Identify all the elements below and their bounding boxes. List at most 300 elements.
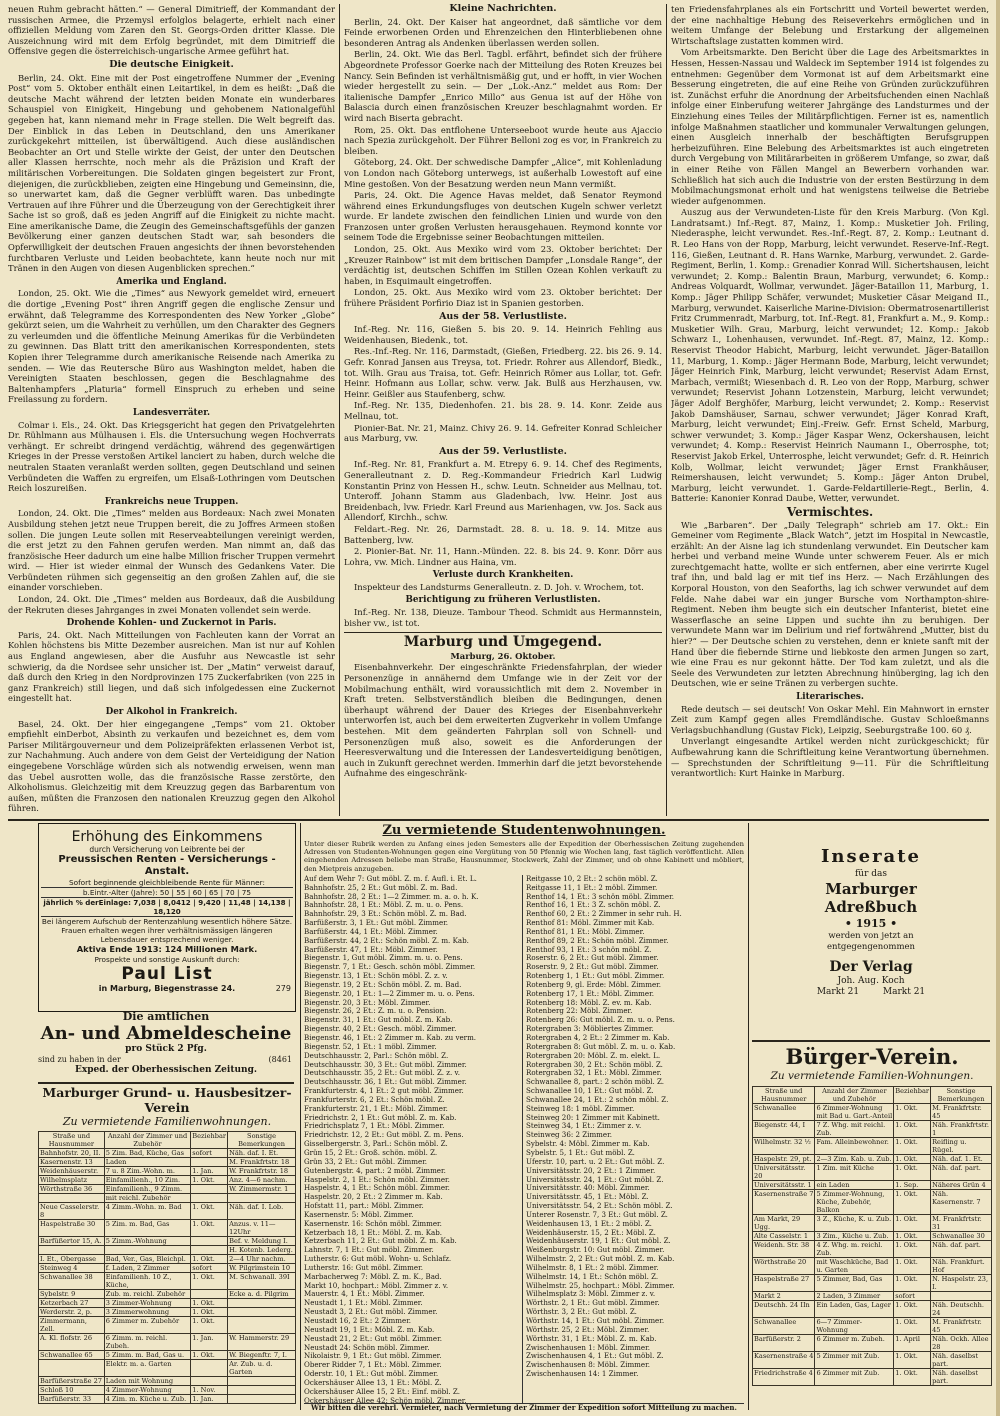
studenten-list-left <box>304 875 523 1403</box>
list-item: Reitgasse 10, 2 Et.: 2 schön möbl. Z. <box>526 874 658 883</box>
ad-line: Prospekte und sonstige Auskunft durch: <box>94 955 240 964</box>
list-item: Haspelstr. 20, 2 Et.: 2 Zimmer m. Kab. <box>304 1193 443 1202</box>
article-paragraph: Paris, 24. Okt. Die Agence Havas meldet, daß Senator Reymond während eines Erkundungsfluges von deutschen Kugeln schwer verletzt wurde. Er landete zwischen den feindlichen Linien und wurde von den Franzosen unter großen Verlusten herausgehauen. Reymond konnte vor seinem Tode die Ergebnisse seiner Beobachtungen mitteilen. <box>344 190 662 243</box>
list-item: Weidenhäuserstr. 19, 1 Et.: Gut möbl. Z. <box>526 1237 671 1246</box>
list-item: Rotenberg 26: Gut möbl. Z. m. u. o. Pens. <box>526 1016 675 1025</box>
table-cell: 6 Zimmer m. Zubeh. <box>815 1335 894 1352</box>
table-cell: Näh. daselbst part. <box>931 1352 992 1369</box>
verein-subtitle: Zu vermietende Familienwohnungen. <box>62 1115 272 1128</box>
table-cell <box>191 1158 228 1167</box>
column-3 <box>671 4 989 816</box>
table-row <box>753 1275 992 1292</box>
table-cell <box>228 1317 296 1334</box>
table-row <box>39 1264 296 1273</box>
table-cell: 3 Z., Küche, K. u. Zub. <box>815 1215 894 1232</box>
list-item: Grün 33, 2 Et.: Gut möbl. Zimmer. <box>304 1157 428 1166</box>
table-cell: 6—7 Zimmer-Wohnung <box>815 1318 894 1335</box>
list-item: Deutschhausstr. 35, 2 Et.: Gut möbl. Z. z. v. <box>304 1069 460 1078</box>
article-paragraph: Göteborg, 24. Okt. Der schwedische Dampfer „Alice“, mit Kohlenladung von London nach Göteborg unterwegs, ist außerhalb Lowestoft auf eine Mine gestoßen. Von der Besatzung werden neun Mann vermißt. <box>344 157 662 189</box>
table-cell: Schwanallee <box>753 1318 815 1335</box>
list-item: Nikolaistr. 9, 1 Et.: Gut möbl. Zimmer. <box>304 1352 442 1361</box>
studenten-footer: Wir bitten die verehrl. Vermieter, nach Vermietung der Zimmer der Expedition sofort Mitteilung zu machen. <box>304 1403 744 1413</box>
list-item: Biegenstr. 1, Gut möbl. Zimm. m. u. o. Pens. <box>304 954 463 963</box>
table-cell: 4 Zim. m. Küche u. Zub. <box>104 1395 191 1404</box>
list-item: Frankfurterstr. 6, 2 Et.: Schön möbl. Z. <box>304 1095 445 1104</box>
list-item: Friedrichstr. 2, 1 Et.: Gut möbl. Z. m. Kab. <box>304 1113 457 1122</box>
table-cell <box>191 1237 228 1246</box>
table-row <box>39 1203 296 1220</box>
table-cell: 5 Zim. Bad, Küche, Gas <box>104 1149 191 1158</box>
list-item: Unterer Rosenstr. 7, 3 Et.: Gut möbl. Z. <box>526 1210 668 1219</box>
list-item: Biegenstr. 20, 3 Et.: Möbl. Zimmer. <box>304 998 431 1007</box>
list-item: Rotenberg 17, 1 Et.: Möbl. Zimmer. <box>526 989 654 998</box>
article-paragraph: Rede deutsch — sei deutsch! Von Oskar Mehl. Ein Mahnwort in ernster Zeit zum Kampf gegen alles Fremdländische. Gustav Schloeßmanns Verlagsbuchhandlung (Gustav Fick), Leipzig, Seeburgstraße 100. 60 ₰. <box>671 703 989 735</box>
table-cell: 4 Zimmer-Wohnung <box>104 1386 191 1395</box>
ad-line: Exped. der Oberhessischen Zeitung. <box>75 1065 257 1075</box>
table-cell: W. Biegenftr. 7, I. <box>228 1351 296 1360</box>
table-cell: 6 Zimm. m. reichl. Zubeh. <box>104 1334 191 1351</box>
table-row <box>753 1155 992 1164</box>
list-item: Schwanallee 24, 1 Et.: 2 schön möbl. Z. <box>526 1095 669 1104</box>
list-item: Sybelstr. 5, 1 Et.: Gut möbl. Z. <box>526 1148 635 1157</box>
table-cell: Anz. 4—6 nachm. <box>228 1176 296 1185</box>
column-divider <box>300 823 301 1410</box>
table-cell: 1. Okt. <box>191 1273 228 1290</box>
list-item: Rotenberg 9, gl. Erde: Möbl. Zimmer. <box>526 980 662 989</box>
table-cell: M. Frankfrtstr. 45 <box>931 1318 992 1335</box>
table-row <box>753 1121 992 1138</box>
list-item: Wörthstr. 31, 1 Et.: Möbl. Z. m. Kab. <box>526 1334 657 1343</box>
list-item: Renthof 16, 1 Et.: 3 Z. schön möbl. Z. <box>526 901 661 910</box>
table-cell: Näh. daselbst part. <box>931 1369 992 1386</box>
list-item: Lahnstr. 7, 1 Et.: Gut möbl. Zimmer. <box>304 1246 434 1255</box>
table-cell: Schwanallee <box>753 1104 815 1121</box>
table-cell: I. Et., Obergasse <box>39 1255 105 1264</box>
col-header: Straße und Hausnummer <box>753 1087 815 1104</box>
table-cell: 3 Zim., Küche u. Zub. <box>815 1232 894 1241</box>
casualty-entry: Res.-Inf.-Reg. Nr. 116, Darmstadt, (Gießen, Friedberg. 22. bis 26. 9. 14. Gefr. Konrad Jansen aus Treysa, tot. Friedr. Rohrer aus Allendorf, Biedk., tot. Wilh. Grau aus Traisa, tot. Gefr. Heinrich Römer aus Lollar, tot. Gefr. Heinr. Hofmann aus Lollar, schw. verw. Jak. Bulß aus Herzhausen, vw. Heinr. Geißler aus Staufenberg, schw. <box>344 346 662 399</box>
dateline: Marburg, 26. Oktober. <box>450 650 556 661</box>
list-item: Zwischenhausen 4, 1 Et.: Gut möbl. Z. <box>526 1352 664 1361</box>
table-cell: Barfüßerstraße 27 <box>39 1377 105 1386</box>
table-cell: H. Kotenb. Lederg. <box>228 1246 296 1255</box>
ad-line: jährlich % derEinlage: 7,038 | 8,0412 | 9,420 | 11,48 | 14,138 | 18,120 <box>41 898 293 917</box>
table-cell: 1. Okt. <box>191 1351 228 1360</box>
col-header: Beziehbar <box>191 1132 228 1149</box>
list-item: Ketzerbach 11, 2 Et.: Gut möbl. Z. m. Kab. <box>304 1237 457 1246</box>
list-item: Haspelstr. 2, 1 Et.: Schön möbl. Zimmer. <box>304 1175 450 1184</box>
table-cell <box>104 1246 191 1255</box>
article-paragraph: London, 24. Okt. Die „Times“ melden aus Bordeaux, daß die Ausbildung der Rekruten dieses Jahrganges in zwei Monaten vollendet sein werde. <box>8 594 335 615</box>
table-cell: 1. Okt. <box>894 1190 931 1215</box>
list-item: Deutschhausstr. 2, Parl.: Schön möbl. Z. <box>304 1051 449 1060</box>
list-item: Biegenstr. 26, 2 Et.: Z. m. u. o. Pension. <box>304 1007 447 1016</box>
table-cell: sofort <box>894 1292 931 1301</box>
column-2 <box>344 4 662 816</box>
buerger-subtitle: Zu vermietende Familien-Wohnungen. <box>770 1070 974 1082</box>
table-cell: Barfüßerstr. 33 <box>39 1395 105 1404</box>
table-cell: Ein Laden, Gas, Lager <box>815 1301 894 1318</box>
table-cell: Schwanallee 65 <box>39 1351 105 1360</box>
verein-table <box>38 1131 296 1404</box>
list-item: Uferstr. 10, part. u. 2 Et.: Gut möbl. Z. <box>526 1157 665 1166</box>
table-row <box>39 1273 296 1290</box>
table-row <box>39 1377 296 1386</box>
casualty-entry: Inf.-Reg. Nr. 138, Dieuze. Tambour Theod. Schmidt aus Hermannstein, bisher vw., ist tot. <box>344 607 662 628</box>
list-item: Neustadt 16, 2 Et.: 2 Zimmer. <box>304 1317 412 1325</box>
table-cell: Steinweg 4 <box>39 1264 105 1273</box>
table-cell: 1. Okt. <box>894 1318 931 1335</box>
table-cell: 1. Okt. <box>894 1241 931 1258</box>
list-item: Wörthstr. 25, 2 Et.: Möbl. Zimmer. <box>526 1325 650 1334</box>
horizontal-divider <box>8 819 989 821</box>
list-item: Neustadt 24: Schön möbl. Zimmer. <box>304 1343 430 1352</box>
list-item: Deutschhausstr. 30, 3 Et.: Gut möbl. Zimmer. <box>304 1060 467 1069</box>
headline-kleine: Kleine Nachrichten. <box>449 4 557 14</box>
table-row <box>39 1246 296 1255</box>
list-item: Rotenberg 18: Möbl. Z. ev. m. Kab. <box>526 998 652 1007</box>
table-cell: Näh. Kasernenstr. 7 <box>931 1190 992 1215</box>
table-cell: Wörthstraße 20 <box>753 1258 815 1275</box>
studenten-list-right <box>526 875 742 1403</box>
table-cell: 1. Okt. <box>191 1255 228 1264</box>
studenten-section <box>304 823 744 1413</box>
table-row <box>753 1258 992 1275</box>
list-item: Renthof 81: Möbl. Zimmer mit Kab. <box>526 919 655 928</box>
col-header: Anzahl der Zimmer und Zubehör <box>104 1132 191 1149</box>
table-cell: N. Haspelstr. 23, I. <box>931 1275 992 1292</box>
article-paragraph: ten Friedensfahrplanes als ein Fortschritt und Vorteil bewertet werden, der eine nachhaltige Hebung des Reiseverkehrs ermöglichen und in weitem Umfange der Belebung und Erstarkung der allgemeinen Wirtschaftslage zustatten kommen wird. <box>671 4 989 46</box>
ad-line: Marburger <box>825 880 917 898</box>
verein-title: Marburger Grund- u. Hausbesitzer-Verein <box>42 1085 292 1115</box>
table-row <box>753 1190 992 1215</box>
list-item: Kasernenstr. 16: Schön möbl. Zimmer. <box>304 1219 442 1228</box>
article-paragraph: Auszug aus der Verwundeten-Liste für den Kreis Marburg. (Von Kgl. Landratsamt.) Inf.-Regt. 87, Mainz, 1. Komp.: Musketier Joh. Friling, Niederasphe, leicht verwundet. Res.-Inf.-Regt. 87, 2. Komp.: Leutnant d. R. Leo Hans von der Ropp, Marburg, leicht verwundet. Reserve-Inf.-Regt. 116, Gießen, Leutnant d. R. Hans Warnke, Marburg, verwundet. 2. Garde-Regiment, Berlin, 1. Komp.: Grenadier Konrad Will. Sichertshausen, leicht verwundet; 2. Komp.: Balentin Braun, Marburg, verwundet; 6. Komp.: Andreas Volquardt, Wollmar, verwundet. Jäger-Bataillon 11, Marburg, 1. Komp.: Jäger Philipp Schäfer, verwundet; Musketier Cäsar Meigand II., Marburg, verwundet. Kaiserliche Marine-Division: Obermatrosenartillerist Fritz Crummenradt, Marburg, tot. Inf.-Regt. 81, Frankfurt a. M., 9. Komp.: Musketier Wilh. Grau, Marburg, leicht verwundet; 12. Komp.: Jakob Schwarz I., Lohenhausen, verwundet. Inf.-Regt. 87, Mainz, 12. Komp.: Reservist Theodor Habicht, Marburg, leicht verwundet. Jäger-Bataillon 11, Marburg, 1. Komp.: Jäger Hermann Bode, Marburg, leicht verwundet; Jäger Heinrich Fink, Marburg, leicht verwundet; Reservist Adam Ernst, Marbach, vermißt; Wiesenbach d. R. Leo von der Ropp, Marburg, schwer verwundet; Reservist Johann Lotzenstein, Marburg, leicht verwundet; Jäger Adolf Berghöfer, Marburg, leicht verwundet; 2. Komp.: Reservist Jakob Damshäuser, Sarnau, schwer verwundet; Jäger Konrad Kraft, Marburg, leicht verwundet; Einj.-Freiw. Gefr. Ernst Scheld, Marburg, schwer verwundet; 3. Komp.: Jäger Kaspar Wenz, Ockershausen, leicht verwundet; 4. Komp.: Reservist Heinrich Naumann I., Oberrosphe, tot; Reservist Jakob Erkel, Unterrosphe, leicht verwundet; Gefr. d. R. Heinrich Kolb, Wollmar, leicht verwundet; Jäger Ernst Frankhäuser, Reimershausen, leicht verwundet; 5. Komp.: Jäger Anton Drubel, Marburg, leicht verwundet. 1. Garde-Feldartillerie-Regt., Berlin, 4. Batterie: Kanonier Konrad Daube, Wetter, verwundet. <box>671 207 989 504</box>
table-cell: 2—3 Zim. Kab. u. Zub. <box>815 1155 894 1164</box>
table-cell: 5 Zimm.-Wohnung <box>104 1237 191 1246</box>
table-row <box>39 1185 296 1194</box>
list-item: Ockershäuser Allee 15, 2 Et.: Einf. möbl. Z. <box>304 1387 460 1396</box>
ad-line: • 1915 • <box>844 917 898 930</box>
article-paragraph: Rom, 25. Okt. Das entflohene Unterseeboot wurde heute aus Ajaccio nach Spezia zurückgeholt. Der Führer Belloni zog es vor, in Frankreich zu bleiben. <box>344 124 662 156</box>
table-row <box>39 1194 296 1203</box>
ad-line: Markt 21 <box>816 987 860 997</box>
list-item: Schwanallee 8, part.: 2 schön möbl. Z. <box>526 1078 665 1087</box>
ad-line: b.Eintr.-Alter (Jahre): 50 | 55 | 60 | 65 | 70 | 75 <box>41 887 293 898</box>
table-cell: Bef. v. Meldung I. <box>228 1237 296 1246</box>
list-item: Wörthstr. 2, 1 Et.: Gut möbl. Zimmer. <box>526 1299 660 1308</box>
headline-krankheiten: Verluste durch Krankheiten. <box>432 570 574 581</box>
article-paragraph: Vom Arbeitsmarkte. Den Bericht über die Lage des Arbeitsmarktes in Hessen, Hessen-Nassau und Waldeck im September 1914 ist folgendes zu entnehmen: Gegenüber dem Vormonat ist auf dem Arbeitsmarkt eine Besserung eingetreten, die auf eine Reihe von Gründen zurückzuführen ist. Zunächst erfuhr die Anordnung der Arbeitsfuchenden einen Nachlaß infolge einer Einberufung weiterer Jahrgänge des Landsturmes und der Einziehung eines Teiles der Militärpflichtigen. Ferner ist es, namentlich infolge Maßnahmen staatlicher und kommunaler Verwaltungen gelungen, einen Ausgleich innerhalb der beschäftigten Berufsgruppen herbeizuführen. Eine Belebung des Arbeitsmarktes ist auch eingetreten durch Vergebung von Militärarbeiten in größerem Umfange, so zwar, daß in einer Reihe von Fällen Mangel an Bewerbern vorhanden war. Schließlich hat sich auch die Industrie von der ersten Bestürzung in dem Mobilmachungsmonat erholt und hat wenigstens teilweise die Betriebe wieder aufgenommen. <box>671 47 989 206</box>
buerger-table <box>752 1086 992 1386</box>
list-item: Auf dem Wehr 7: Gut möbl. Z. m. f. Aufl. i. Et. L. <box>304 874 477 883</box>
article-paragraph: Berlin, 24. Okt. Der Kaiser hat angeordnet, daß sämtliche vor dem Feinde erworbenen Orden und Ehrenzeichen den Hinterbliebenen ohne besonderen Antrag als Andenken überlassen werden sollen. <box>344 16 662 48</box>
table-row <box>39 1299 296 1308</box>
list-item: Haspelstr. 4, 1 Et.: Schön möbl. Zimmer. <box>304 1184 450 1193</box>
ad-line: Preussischen Renten - Versicherungs - Anstalt. <box>58 854 276 877</box>
table-cell: Friedrichstraße 4 <box>753 1369 815 1386</box>
list-item: Gutenbergstr. 4, part.: 2 möbl. Zimmer. <box>304 1166 446 1175</box>
table-row <box>753 1215 992 1232</box>
headline-truppen: Frankreichs neue Truppen. <box>104 496 239 507</box>
table-cell <box>191 1185 228 1194</box>
table-cell: Näh. daf. 1. Et. <box>931 1155 992 1164</box>
table-cell: Schloß 10 <box>39 1386 105 1395</box>
article-paragraph: Berlin, 24. Okt. Eine mit der Post eingetroffene Nummer der „Evening Post“ vom 5. Oktober enthält einen Leitartikel, in dem es heißt: „Daß die deutsche Macht während der letzten beiden Monate ein wunderbares Schauspiel von Einigkeit, Hingebung und gehobenem Nationalgefühl gegeben hat, kann niemand mehr in Frage stellen. Die Welt begreift das. Der Einblick in das Leben in Deutschland, den uns Amerikaner zurückgekehrt mitteilen, ist überwältigend. Auch diese ausländischen Beobachter an Ort und Stelle wirkte der Geist, der unter den Deutschen aller Klassen herrschte, noch mehr als die Präzision und Kraft der militärischen Vorbereitungen. Die Soldaten gingen begeistert zur Front, diejenigen, die zurückblieben, zeigten eine Hingebung und Gemeinsinn, die, so unerwartet kam, daß die Gegner verblüfft waren. Das unbedingte Vertrauen auf ihre Führer und die Überzeugung von der Gerechtigkeit ihrer Sache ist so groß, daß es jeden Angriff auf die Einigkeit zu nichte macht. Eine amerikanische Dame, die Zeugin des Gemeinschaftsgefühls der ganzen Bevölkerung einer ganzen deutschen Stadt war, sah besonders die Opferwilligkeit der deutschen Frauen angesichts der ihnen bevorstehenden furchtbaren Verluste und Leiden beobachtete, kann heute noch nur mit Tränen in den Augen von diesen Augenblicken sprechen.“ <box>8 72 335 274</box>
list-item: Mauerstr. 4, 1 Et.: Möbl. Zimmer. <box>304 1290 425 1299</box>
table-row <box>753 1232 992 1241</box>
list-item: Wilhelmstr. 25, hochpart.: Möbl. Zimmer. <box>526 1281 675 1290</box>
ad-einkommen <box>38 823 296 1012</box>
table-row <box>753 1369 992 1386</box>
table-cell: Einfamilienh., 9 Zimm. <box>104 1185 191 1194</box>
table-cell: 1. Sep. <box>894 1181 931 1190</box>
table-cell: Neue Casselerstr. 8 <box>39 1203 105 1220</box>
casualty-entry: Feldart.-Reg. Nr. 26, Darmstadt. 28. 8. u. 18. 9. 14. Mitze aus Battenberg, lvw. <box>344 523 662 545</box>
table-row <box>753 1104 992 1121</box>
table-cell <box>191 1194 228 1203</box>
table-row <box>753 1301 992 1318</box>
table-cell: Näh. daf. I. Et. <box>228 1149 296 1158</box>
article-paragraph: Paris, 24. Okt. Nach Mitteilungen von Fachleuten kann der Vorrat an Kohlen höchstens bis Mitte Dezember ausreichen. Man ist nur auf Kohlen aus England angewiesen, aber die Ausfuhr aus Newcastle ist sehr schwierig, da die Nordsee sehr unsicher ist. Der „Matin“ verweist darauf, daß durch den Krieg in den Nordprovinzen 175 Zuckerfabriken (von 225 in ganz Frankreich) still liegen, und daß sich infolgedessen eine Zuckernot eingestellt hat. <box>8 629 335 704</box>
table-cell: Wilhelmstr. 32 ½ <box>753 1138 815 1155</box>
table-row <box>39 1176 296 1185</box>
list-item: Marbacherweg 7: Möbl. Z. m. K., Bad. <box>304 1272 442 1281</box>
table-cell: W. Zimmermstr. 1 <box>228 1185 296 1194</box>
ad-address: in Marburg, Biegenstrasse 24. <box>98 984 236 993</box>
list-item: Frankfurterstr. 4, 1 Et.: 2 gut möbl. Zimmer. <box>304 1087 464 1096</box>
list-item: Rotergraben 4, 2 Et.: 2 Zimmer m. Kab. <box>526 1034 670 1042</box>
table-cell <box>39 1194 105 1203</box>
table-cell: 5 Zimm. m. Bad, Gas u. <box>104 1351 191 1360</box>
list-item: Steinweg 34, 1 Et.: Zimmer z. v. <box>526 1122 642 1131</box>
table-cell <box>228 1377 296 1386</box>
table-cell: Zub. m. reichl. Zubehör <box>104 1290 191 1299</box>
table-cell <box>191 1290 228 1299</box>
ad-line: sind zu haben in der <box>38 1055 121 1064</box>
list-item: Zwischenhausen 1: Möbl. Zimmer. <box>526 1343 650 1352</box>
table-cell: Deutschh. 24 IIn <box>753 1301 815 1318</box>
table-cell: 1. Okt. <box>894 1301 931 1318</box>
table-row <box>39 1334 296 1351</box>
ad-line: Aktiva Ende 1913: 124 Millionen Mark. <box>76 944 258 954</box>
studenten-intro: Unter dieser Rubrik werden zu Anfang eines jeden Semesters alle der Expedition der Oberhessischen Zeitung zugehenden Adressen von Studenten-Wohnungen gegen eine Vergütung von 50 Pfennig wie Wochen lang, fast täglich veröffentlicht. Allen eingehenden Adressen beliebe man Straße, Hausnummer, Stockwerk, Zahl der Zimmer, und ob ohne Kabinett und möbliert, den Mietpreis anzugeben. <box>304 840 744 873</box>
ad-line: Frauen erhalten wegen ihrer verhältnismässigen längeren Lebensdauer entsprechend weniger. <box>61 926 273 944</box>
table-cell: Weidenh. Str. 38 <box>753 1241 815 1258</box>
table-row <box>39 1255 296 1264</box>
list-item: Steinweg 20: 1 Zimmer mit Kabinett. <box>526 1113 660 1122</box>
table-cell: 1. Okt. <box>191 1176 228 1185</box>
headline-einigkeit: Die deutsche Einigkeit. <box>109 58 234 70</box>
table-row <box>753 1241 992 1258</box>
table-cell: Näh. Frankfurt. Hof <box>931 1258 992 1275</box>
list-item: Weidenhäuserstr. 15, 2 Et.: Möbl. Z. <box>526 1228 656 1237</box>
table-cell: Zimmermann, Zell. <box>39 1317 105 1334</box>
table-cell <box>228 1308 296 1317</box>
table-cell: Werderstr. 2, p. <box>39 1308 105 1317</box>
article-paragraph: London, 25. Okt. Aus Mexiko wird vom 23. Oktober berichtet: Der frühere Präsident Porfirio Diaz ist in Spanien gestorben. <box>344 287 662 309</box>
table-cell: 2—4 Uhr nachm. <box>228 1255 296 1264</box>
list-item: Lutherstr. 16: Gut möbl. Zimmer. <box>304 1263 423 1272</box>
list-item: Renthof 60, 2 Et.: 2 Zimmer in sehr ruh. H. <box>526 910 682 919</box>
table-cell <box>228 1386 296 1395</box>
ad-line: Bei längerem Aufschub der Rentenzahlung wesentlich höhere Sätze. <box>41 917 293 926</box>
list-item: Reitgasse 11, 1 Et.: 2 möbl. Zimmer. <box>526 883 658 892</box>
table-cell: 5 Zimmer mit Zub. <box>815 1352 894 1369</box>
article-paragraph: Unverlangt eingesandte Artikel werden nicht zurückgeschickt; für Aufbewahrung kann die Schriftleitung keine Verantwortung übernehmen. — Sprechstunden der Schriftleitung 9—11. Für die Schriftleitung verantwortlich: Kurt Hainke in Marburg. <box>671 736 989 779</box>
list-item: Biegenstr. 40, 2 Et.: Gesch. möbl. Zimmer. <box>304 1025 457 1034</box>
ad-line: Joh. Aug. Koch <box>837 976 905 986</box>
list-item: Barfüßerstr. 3, 1 Et.: Gut möbl. Zimmer. <box>304 919 449 928</box>
headline-amerika: Amerika und England. <box>116 276 227 287</box>
col-header: Sonstige Bemerkungen <box>228 1132 296 1149</box>
table-cell: M. Frankfrtstr. 31 <box>931 1215 992 1232</box>
ad-line: für das <box>854 869 888 879</box>
table-cell: 1. Jan. <box>191 1334 228 1351</box>
table-cell: mit Waschküche, Bad u. Garten <box>815 1258 894 1275</box>
article-paragraph: Wie „Barbaren“. Der „Daily Telegraph“ schrieb am 17. Okt.: Ein Gemeiner vom Regimente „Black Watch“, jetzt im Hospital in Newcastle, erzählt: An der Aisne lag ich stundenlang verwundet. Ein Deutscher kam herbei und verband meine Wunde unter schwerem Feuer. Als er mich zurechtgemacht hatte, wollte er sich entfernen, aber eine verirrte Kugel traf ihn, und bald lag er mit tief ins Herz. — Nach Erzählungen des Korporal Houston, von den Seaforths, lag ich schwer verwundet auf dem Felde. Nahe dabei war ein junger Bursche vom Northampton-shire-Regiment. Neben ihm beugte sich ein deutscher Infanterist, bietet eine Wasserflasche an seine Lippen und suchte ihn zu beruhigen. Der verwundete Mann war im Delirium und rief fortwährend „Mutter, bist du hier?“ — Der Deutsche schien zu verstehen, denn er kniete sanft mit der Hand über die fiebernde Stirne und liebkoste den armen Jungen so zart, wie eine Frau es nur gekonnt hätte. Der Tod kam zuletzt, und als die Seele des Verwundeten zur letzten Abrechnung hinüberging, lag ich den Deutschen, wie er seine Tränen zu verbergen suchte. <box>671 519 989 689</box>
table-cell: 6 Zimmer m. Zubehör <box>104 1317 191 1334</box>
list-item: Weißenburgstr. 10: Gut möbl. Zimmer. <box>526 1246 665 1255</box>
table-cell: 7 Z. Whg. mit reichl. Zub. <box>815 1121 894 1138</box>
headline-vermischtes: Vermischtes. <box>786 504 874 519</box>
list-item: Schwanallee 10, 1 Et.: Gut möbl. Z. <box>526 1087 654 1096</box>
ad-line: Sofort beginnende gleichbleibende Rente für Männer: <box>69 878 265 887</box>
table-cell: Elektr. m. a. Garten <box>104 1360 191 1377</box>
table-row <box>39 1290 296 1299</box>
table-cell: 1. Okt. <box>191 1308 228 1317</box>
list-item: Ketzerbach 18, 1 Et.: Möbl. Z. m. Kab. <box>304 1228 443 1237</box>
ad-line: Adreßbuch <box>824 898 918 916</box>
table-cell: 7 u. 8 Zim.-Wohn. m. <box>104 1167 191 1176</box>
table-cell: W. Pilgrimstein 10 <box>228 1264 296 1273</box>
list-item: Steinweg 36: 2 Zimmer. <box>526 1131 612 1140</box>
article-paragraph: London, 24. Okt. Die „Times“ melden aus Bordeaux: Nach zwei Monaten Ausbildung stehen jetzt neue Truppen bereit, die zu Joffres Armeen stoßen sollen. Die jungen Leute sollen mit Reserveabteilungen vereinigt werden, die erst jetzt zu den Fahnen gerufen werden. Man nimmt an, daß das französische Heer dadurch um eine halbe Million frischer Truppen vermehrt wird. — Hier ist wieder einmal der Wunsch des Gedankens Vater. Die Verbündeten rühmen sich gegenseitig an den großen Zahlen auf, die sie einander vorschieben. <box>8 508 335 593</box>
table-cell: Wörthstraße 36 <box>39 1185 105 1194</box>
studenten-title: Zu vermietende Studentenwohnungen. <box>382 823 666 838</box>
table-cell: 2 Laden, 3 Zimmer <box>815 1292 894 1301</box>
list-item: Wilhelmstr. 8, 1 Et.: 2 möbl. Zimmer. <box>526 1263 659 1272</box>
table-row <box>39 1395 296 1404</box>
table-cell: 1. Okt. <box>894 1215 931 1232</box>
list-item: Weidenhausen 13, 1 Et.: 2 möbl. Z. <box>526 1219 652 1228</box>
table-cell: 1. Okt. <box>894 1232 931 1241</box>
table-cell <box>39 1246 105 1255</box>
ad-number: (8461 <box>268 1055 292 1064</box>
table-cell: Schwanallee 30 <box>931 1232 992 1241</box>
ad-line: Markt 21 <box>882 987 926 997</box>
table-cell: Näheres Grün 4 <box>931 1181 992 1190</box>
table-cell: 1. Okt. <box>894 1104 931 1121</box>
table-cell: Kasernenstraße 4 <box>753 1352 815 1369</box>
casualty-entry: Inspekteur des Landsturms Generalleutn. z. D. Joh. v. Wrochem, tot. <box>354 581 644 592</box>
column-divider <box>748 823 749 1410</box>
table-cell: 1. Okt. <box>894 1155 931 1164</box>
headline-alkohol: Der Alkohol in Frankreich. <box>105 707 238 717</box>
list-item: Barfüßerstr. 44, 1 Et.: Möbl. Zimmer. <box>304 927 438 936</box>
page-edge <box>996 0 1000 1416</box>
buerger-verein <box>752 1044 992 1410</box>
ad-line: entgegengenommen <box>826 942 916 952</box>
casualty-entry: Inf.-Reg. Nr. 81, Frankfurt a. M. Etrepy 6. 9. 14. Chef des Regiments, Generalleutnant z. D. Reg.-Kommandeur Friedrich Karl Ludwig Konstantin Prinz von Hessen H., schw. Leutn. Schneider aus Mellnau, tot. Unteroff. Johann Stamm aus Gladenbach, lvw. Heinr. Jost aus Breidenbach, lvw. Friedr. Karl Freund aus Marienhagen, vw. Jos. Sack aus Allendorf, Kirchh., schw. <box>344 459 662 523</box>
table-cell: Alte Casselstr. 1 <box>753 1232 815 1241</box>
table-cell: Ketzerbach 27 <box>39 1299 105 1308</box>
table-cell: sofort <box>191 1149 228 1158</box>
list-item: Wörthstr. 3, 2 Et.: Gut möbl. Z. <box>526 1308 637 1317</box>
section-divider <box>344 632 662 633</box>
table-cell: Näh. daf. I. Lob. <box>228 1203 296 1220</box>
table-cell: 1. Okt. <box>894 1258 931 1275</box>
list-item: Universitätsstr. 40: Möbl. Zimmer. <box>526 1184 650 1193</box>
list-item: Universitätsstr. 54, 2 Et.: Schön möbl. Z. <box>526 1202 673 1211</box>
table-cell: Haspelstraße 30 <box>39 1220 105 1237</box>
table-cell: Universitätsstr. 20 <box>753 1164 815 1181</box>
table-row <box>39 1220 296 1237</box>
list-item: Ockershäuser Allee 42: Schön möbl. Zimmer. <box>304 1396 467 1403</box>
list-item: Bahnhofstr. 28, 2 Et.: 1—2 Zimmer. m. a. o. h. K. <box>304 892 479 901</box>
ad-line: durch Versicherung von Leibrente bei der <box>89 845 245 854</box>
ad-line: Inserate <box>820 846 921 867</box>
table-cell: sofort <box>191 1264 228 1273</box>
table-row <box>753 1164 992 1181</box>
list-item: Renthof 89, 2 Et.: Schön möbl. Zimmer. <box>526 936 669 945</box>
list-item: Wilhelmsplatz 3: Möbl. Zimmer z. v. <box>526 1290 656 1299</box>
table-cell: 1. Okt. <box>191 1203 228 1220</box>
list-item: Rotergraben 3: Möbliertes Zimmer. <box>526 1025 654 1034</box>
casualty-entry: 2. Pionier-Bat. Nr. 11, Hann.-Münden. 22. 8. bis 24. 9. Konr. Dörr aus Lohra, vw. Mich. Lindner aus Haina, vm. <box>344 546 662 567</box>
list-item: Zwischenhausen 8: Möbl. Zimmer. <box>526 1361 650 1370</box>
table-cell: 4 Z. Whg. m. reichl. Zub. <box>815 1241 894 1258</box>
table-cell: 1. Jan. <box>191 1167 228 1176</box>
list-item: Oderstr. 10, 1 Et.: Gut möbl. Zimmer. <box>304 1370 439 1379</box>
table-cell: Haspelstraße 27 <box>753 1275 815 1292</box>
table-row <box>39 1149 296 1158</box>
list-item: Rotenberg 22: Möbl. Zimmer. <box>526 1007 633 1016</box>
list-item: Oberer Ridder 7, 1 Et.: Möbl. Zimmer. <box>304 1361 442 1370</box>
table-row <box>753 1352 992 1369</box>
list-item: Renthof 93, 1 Et.: 3 schön möbl. Z. <box>526 945 652 954</box>
table-cell: Näh. daf. part. <box>931 1164 992 1181</box>
table-cell: 3 Zimmerwohnung <box>104 1308 191 1317</box>
list-item: Steinweg 18: 1 möbl. Zimmer. <box>526 1104 635 1113</box>
table-cell <box>191 1360 228 1377</box>
list-item: Biegenstr. 7, 1 Et.: Gesch. schön möbl. Zimmer. <box>304 963 476 972</box>
table-cell: M. Frankfrtstr. 45 <box>931 1104 992 1121</box>
col-header: Anzahl der Zimmer und Zubehör <box>815 1087 894 1104</box>
list-item: Roserstr. 6, 2 Et.: Gut möbl. Zimmer. <box>526 954 659 963</box>
table-cell <box>191 1377 228 1386</box>
list-item: Sybelstr. 4: Möbl. Zimmer m. Kab. <box>526 1140 650 1149</box>
table-cell <box>39 1360 105 1377</box>
table-cell: 1. Nov. <box>191 1386 228 1395</box>
list-item: Universitätsstr. 45, 1 Et.: Möbl. Z. <box>526 1193 649 1202</box>
table-cell: Universitätsstr. 1 <box>753 1181 815 1190</box>
table-row <box>39 1167 296 1176</box>
headline-literarisches: Literarisches. <box>796 692 864 702</box>
list-item: Biegenstr. 13, 1 Et.: Schön möbl. Z. z. v. <box>304 972 448 981</box>
table-row <box>39 1158 296 1167</box>
table-cell <box>228 1194 296 1203</box>
table-cell: 1. April <box>894 1335 931 1352</box>
table-cell: 1. Okt. <box>191 1220 228 1237</box>
ad-line: pro Stück 2 Pfg. <box>125 1044 207 1054</box>
ad-title: Erhöhung des Einkommens <box>71 829 263 845</box>
table-cell: Reifling u. Rügel. <box>931 1138 992 1155</box>
table-cell: Schwanallee 38 <box>39 1273 105 1290</box>
article-paragraph: London, 25. Okt. Wie die „Times“ aus Newyork gemeldet wird, erneuert die dortige „Evening Post“ ihren Angriff gegen die englische Zensur und erwähnt, daß Telegramme des Korrespondenten des New Yorker „Globe“ gekürzt seien, um die Wahrheit zu verhüllen, um den Charakter des Gegners zu verleumden und die öffentliche Meinung Amerikas für die Verbündeten zu gewinnen. Das Blatt tritt den amerikanischen Korrespondenten, stets Kopien ihrer Telegramme durch amerikanische Reisende nach Amerika zu senden. — Wie das Reutersche Büro aus Washington meldet, haben die Vereinigten Staaten beschlossen, gegen die Beschlagnahme des Baltenhampfers „Platuria“ formell Einspruch zu erheben und seine Freilassung zu fordern. <box>8 288 335 405</box>
table-row <box>753 1318 992 1335</box>
table-cell: 1. Okt. <box>894 1352 931 1369</box>
